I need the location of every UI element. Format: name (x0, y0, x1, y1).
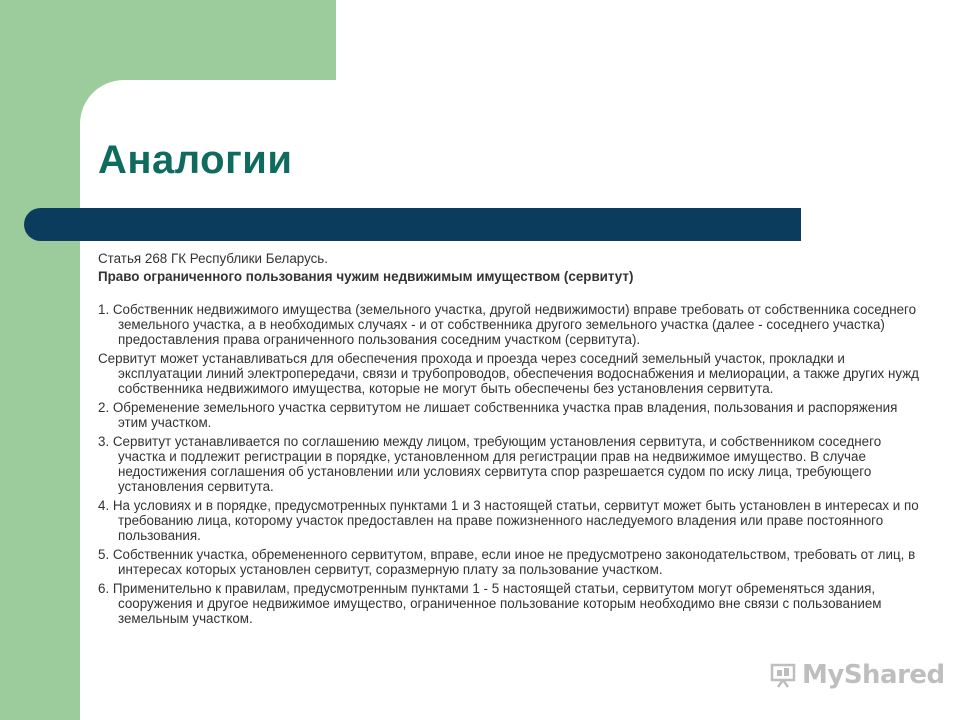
paragraph-2: 2. Обременение земельного участка сервитутом не лишает собственника участка прав владения, пользования и распоряжения этим участком. (98, 400, 898, 430)
title-underline-bar (24, 208, 801, 241)
paragraph-5: 5. Собственник участка, обремененного сервитутом, вправе, если иное не предусмотрено законодательством, требовать от лиц, в интересах которых установлен сервитут, соразмерную плату за пользование участком. (98, 547, 916, 577)
article-heading: Право ограниченного пользования чужим недвижимым имуществом (сервитут) (98, 269, 634, 284)
paragraph-4: 4. На условиях и в порядке, предусмотренных пунктами 1 и 3 настоящей статьи, сервитут может быть установлен в интересах и по требованию лица, которому участок предоставлен на праве пожизненного наследуемого владения или праве постоянного пользования. (98, 498, 919, 543)
paragraph-3: 3. Сервитут устанавливается по соглашению между лицом, требующим установления сервитута, и собственником соседнего участка и подлежит регистрации в порядке, установленном для регистрации прав на недвижимое имущество. В случае недостижения соглашения об установлении или условиях сервитута спор разрешается судом по иску лица, требующего установления сервитута. (98, 434, 882, 494)
slide-body (98, 251, 928, 630)
paragraph-1-continued: Сервитут может устанавливаться для обеспечения прохода и проезда через соседний земельный участок, прокладки и эксплуатации линий электропередачи, связи и трубопроводов, обеспечения водоснабжения и мелиорации, а также других нужд собственника недвижимого имущества, которые не могут быть обеспечены без установления сервитута. (98, 351, 919, 396)
slide-title: Аналогии (98, 138, 293, 182)
presentation-board-icon (770, 662, 796, 688)
decorative-green-strip (0, 0, 80, 720)
article-reference: Статья 268 ГК Республики Беларусь. (98, 251, 329, 266)
watermark (770, 660, 945, 690)
paragraph-1: 1. Собственник недвижимого имущества (земельного участка, другой недвижимости) вправе требовать от собственника соседнего земельного участка, а в необходимых случаях - и от собственника другого земельного участка (далее - соседнего участка) предоставления права ограниченного пользования соседним участком (сервитута). (98, 302, 917, 347)
paragraph-6: 6. Применительно к правилам, предусмотренным пунктами 1 - 5 настоящей статьи, сервитутом могут обременяться здания, сооружения и другое недвижимое имущество, ограниченное пользование которым необходимо вне связи с пользованием земельным участком. (98, 581, 882, 626)
watermark-text: MyShared (802, 660, 945, 690)
